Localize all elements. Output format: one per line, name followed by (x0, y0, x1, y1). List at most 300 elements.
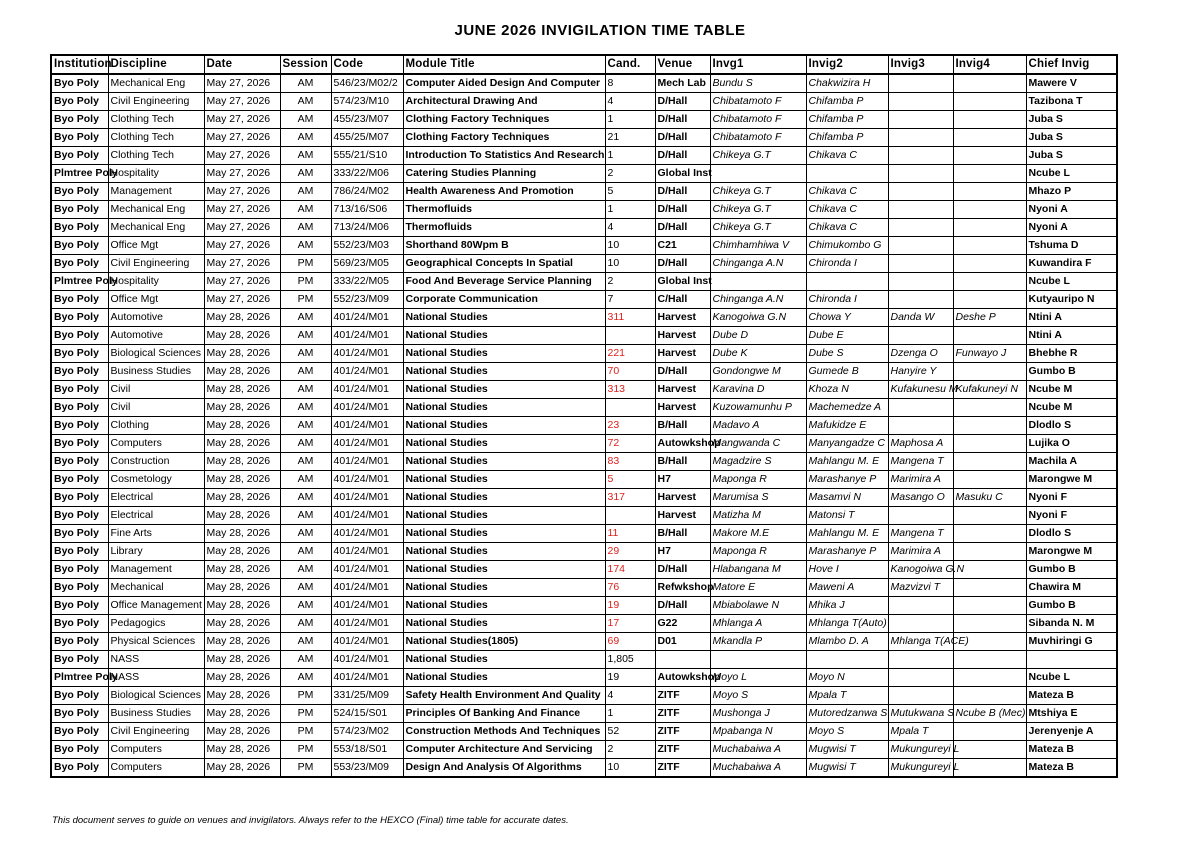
cell-invigilator-4 (953, 165, 1026, 183)
cell-date: May 28, 2026 (204, 327, 280, 345)
cell-session: PM (280, 759, 331, 778)
cell-invigilator-1: Dube K (710, 345, 806, 363)
table-row (51, 237, 1117, 255)
cell-discipline: Clothing Tech (108, 129, 204, 147)
cell-code: 401/24/M01 (331, 471, 403, 489)
cell-session: AM (280, 417, 331, 435)
cell-venue: D/Hall (655, 255, 710, 273)
cell-chief-invigilator: Muvhiringi G (1026, 633, 1117, 651)
cell-code: 333/22/M05 (331, 273, 403, 291)
cell-invigilator-3 (888, 597, 953, 615)
cell-discipline: NASS (108, 651, 204, 669)
cell-invigilator-2: Mhika J (806, 597, 888, 615)
cell-chief-invigilator: Jerenyenje A (1026, 723, 1117, 741)
cell-invigilator-4: Ncube B (Mec) (953, 705, 1026, 723)
table-row (51, 74, 1117, 93)
cell-invigilator-4 (953, 453, 1026, 471)
cell-invigilator-3 (888, 291, 953, 309)
table-body (51, 74, 1117, 777)
cell-candidates: 317 (605, 489, 655, 507)
cell-invigilator-3: Mutukwana S (888, 705, 953, 723)
cell-invigilator-3 (888, 687, 953, 705)
cell-discipline: Civil Engineering (108, 255, 204, 273)
cell-venue (655, 651, 710, 669)
cell-module-title: National Studies (403, 453, 605, 471)
table-row (51, 417, 1117, 435)
cell-session: AM (280, 561, 331, 579)
cell-institution: Byo Poly (51, 147, 108, 165)
cell-candidates: 1,805 (605, 651, 655, 669)
cell-invigilator-1: Mbiabolawe N (710, 597, 806, 615)
cell-module-title: Thermofluids (403, 201, 605, 219)
table-row (51, 147, 1117, 165)
cell-venue: B/Hall (655, 417, 710, 435)
cell-module-title: Construction Methods And Techniques (403, 723, 605, 741)
cell-invigilator-4 (953, 291, 1026, 309)
cell-discipline: Physical Sciences (108, 633, 204, 651)
cell-module-title: Architectural Drawing And (403, 93, 605, 111)
cell-date: May 27, 2026 (204, 165, 280, 183)
header-venue: Venue (655, 55, 710, 74)
header-chief-invigilator: Chief Invig (1026, 55, 1117, 74)
cell-candidates: 19 (605, 669, 655, 687)
cell-discipline: Civil Engineering (108, 723, 204, 741)
cell-institution: Plmtree Poly (51, 273, 108, 291)
cell-invigilator-3: Mazvizvi T (888, 579, 953, 597)
cell-venue: B/Hall (655, 453, 710, 471)
cell-invigilator-1: Dube D (710, 327, 806, 345)
cell-institution: Byo Poly (51, 399, 108, 417)
cell-chief-invigilator: Machila A (1026, 453, 1117, 471)
table-row (51, 615, 1117, 633)
cell-candidates: 17 (605, 615, 655, 633)
cell-session: AM (280, 147, 331, 165)
cell-chief-invigilator: Marongwe M (1026, 471, 1117, 489)
cell-invigilator-2: Masamvi N (806, 489, 888, 507)
cell-candidates: 1 (605, 201, 655, 219)
cell-venue: D/Hall (655, 129, 710, 147)
cell-invigilator-1: Maponga R (710, 471, 806, 489)
cell-venue: C21 (655, 237, 710, 255)
cell-venue: D/Hall (655, 147, 710, 165)
cell-code: 401/24/M01 (331, 615, 403, 633)
cell-chief-invigilator: Gumbo B (1026, 363, 1117, 381)
cell-invigilator-3: Mhlanga T(ACE) (888, 633, 953, 651)
cell-date: May 27, 2026 (204, 255, 280, 273)
cell-session: AM (280, 183, 331, 201)
cell-invigilator-2: Chifamba P (806, 111, 888, 129)
cell-invigilator-3 (888, 255, 953, 273)
cell-date: May 27, 2026 (204, 237, 280, 255)
cell-chief-invigilator: Tazibona T (1026, 93, 1117, 111)
table-row (51, 597, 1117, 615)
cell-invigilator-4: Masuku C (953, 489, 1026, 507)
cell-module-title: National Studies (403, 327, 605, 345)
cell-venue: Autowkshop (655, 669, 710, 687)
cell-module-title: National Studies (403, 561, 605, 579)
cell-module-title: National Studies (403, 507, 605, 525)
cell-code: 401/24/M01 (331, 489, 403, 507)
cell-date: May 27, 2026 (204, 129, 280, 147)
cell-date: May 28, 2026 (204, 435, 280, 453)
cell-code: 401/24/M01 (331, 453, 403, 471)
cell-module-title: Clothing Factory Techniques (403, 111, 605, 129)
cell-discipline: Computers (108, 759, 204, 778)
cell-venue: C/Hall (655, 291, 710, 309)
table-row (51, 345, 1117, 363)
cell-date: May 28, 2026 (204, 759, 280, 778)
cell-invigilator-3 (888, 201, 953, 219)
header-date: Date (204, 55, 280, 74)
table-row (51, 453, 1117, 471)
cell-module-title: Safety Health Environment And Quality (403, 687, 605, 705)
timetable-wrapper (50, 54, 1116, 778)
cell-discipline: Mechanical Eng (108, 74, 204, 93)
cell-invigilator-2: Machemedze A (806, 399, 888, 417)
cell-invigilator-1: Chikeya G.T (710, 201, 806, 219)
cell-date: May 28, 2026 (204, 507, 280, 525)
cell-module-title: Catering Studies Planning (403, 165, 605, 183)
cell-chief-invigilator: Mateza B (1026, 759, 1117, 778)
cell-invigilator-1 (710, 651, 806, 669)
cell-module-title: National Studies (403, 489, 605, 507)
cell-discipline: Construction (108, 453, 204, 471)
cell-venue: Refwkshop (655, 579, 710, 597)
cell-venue: H7 (655, 471, 710, 489)
cell-invigilator-2: Dube E (806, 327, 888, 345)
cell-chief-invigilator: Dlodlo S (1026, 525, 1117, 543)
cell-invigilator-4 (953, 471, 1026, 489)
cell-date: May 27, 2026 (204, 147, 280, 165)
cell-candidates: 5 (605, 471, 655, 489)
cell-invigilator-2: Chikava C (806, 183, 888, 201)
cell-discipline: Hospitality (108, 273, 204, 291)
cell-venue: Global Inst (655, 273, 710, 291)
cell-module-title: Geographical Concepts In Spatial (403, 255, 605, 273)
cell-session: AM (280, 525, 331, 543)
cell-module-title: Health Awareness And Promotion (403, 183, 605, 201)
cell-invigilator-3: Marimira A (888, 543, 953, 561)
header-discipline: Discipline (108, 55, 204, 74)
cell-invigilator-4 (953, 237, 1026, 255)
cell-session: AM (280, 129, 331, 147)
cell-code: 455/23/M07 (331, 111, 403, 129)
cell-invigilator-1: Matore E (710, 579, 806, 597)
cell-invigilator-3 (888, 111, 953, 129)
cell-chief-invigilator: Dlodlo S (1026, 417, 1117, 435)
cell-date: May 28, 2026 (204, 489, 280, 507)
cell-module-title: Computer Architecture And Servicing (403, 741, 605, 759)
cell-candidates: 29 (605, 543, 655, 561)
cell-date: May 28, 2026 (204, 525, 280, 543)
cell-module-title: Introduction To Statistics And Research (403, 147, 605, 165)
cell-invigilator-4 (953, 201, 1026, 219)
cell-institution: Plmtree Poly (51, 165, 108, 183)
cell-invigilator-3: Marimira A (888, 471, 953, 489)
table-row (51, 525, 1117, 543)
cell-venue: D/Hall (655, 183, 710, 201)
header-invigilator-2: Invig2 (806, 55, 888, 74)
cell-invigilator-2: Mugwisi T (806, 741, 888, 759)
cell-date: May 28, 2026 (204, 615, 280, 633)
cell-discipline: Automotive (108, 309, 204, 327)
header-invigilator-3: Invig3 (888, 55, 953, 74)
cell-chief-invigilator: Ncube L (1026, 273, 1117, 291)
cell-invigilator-1: Magadzire S (710, 453, 806, 471)
cell-invigilator-1: Chimhamhiwa V (710, 237, 806, 255)
cell-chief-invigilator (1026, 651, 1117, 669)
cell-session: AM (280, 345, 331, 363)
cell-code: 401/24/M01 (331, 363, 403, 381)
cell-invigilator-4 (953, 93, 1026, 111)
cell-invigilator-2: Mahlangu M. E (806, 453, 888, 471)
cell-candidates: 23 (605, 417, 655, 435)
cell-chief-invigilator: Kuwandira F (1026, 255, 1117, 273)
cell-institution: Byo Poly (51, 507, 108, 525)
cell-invigilator-2: Chironda I (806, 291, 888, 309)
cell-invigilator-1: Kanogoiwa G.N (710, 309, 806, 327)
page-title: JUNE 2026 INVIGILATION TIME TABLE (454, 22, 746, 39)
cell-invigilator-1: Marumisa S (710, 489, 806, 507)
cell-invigilator-2: Maweni A (806, 579, 888, 597)
cell-date: May 28, 2026 (204, 579, 280, 597)
cell-discipline: Office Mgt (108, 237, 204, 255)
cell-invigilator-3 (888, 219, 953, 237)
cell-session: PM (280, 705, 331, 723)
cell-date: May 27, 2026 (204, 111, 280, 129)
cell-chief-invigilator: Ncube L (1026, 669, 1117, 687)
cell-venue: D/Hall (655, 363, 710, 381)
cell-candidates: 8 (605, 74, 655, 93)
header-candidates: Cand. (605, 55, 655, 74)
cell-invigilator-2: Khoza N (806, 381, 888, 399)
cell-session: AM (280, 453, 331, 471)
cell-candidates: 52 (605, 723, 655, 741)
cell-code: 546/23/M02/2 (331, 74, 403, 93)
cell-module-title: Thermofluids (403, 219, 605, 237)
cell-invigilator-4 (953, 74, 1026, 93)
cell-session: AM (280, 327, 331, 345)
cell-code: 713/16/S06 (331, 201, 403, 219)
cell-date: May 27, 2026 (204, 219, 280, 237)
cell-invigilator-1: Mushonga J (710, 705, 806, 723)
cell-venue: ZITF (655, 759, 710, 778)
cell-invigilator-3: Mangena T (888, 453, 953, 471)
cell-institution: Byo Poly (51, 705, 108, 723)
cell-candidates: 83 (605, 453, 655, 471)
cell-session: AM (280, 309, 331, 327)
table-row (51, 255, 1117, 273)
cell-institution: Byo Poly (51, 525, 108, 543)
cell-code: 401/24/M01 (331, 435, 403, 453)
cell-candidates: 70 (605, 363, 655, 381)
cell-discipline: Hospitality (108, 165, 204, 183)
cell-institution: Byo Poly (51, 633, 108, 651)
table-row (51, 705, 1117, 723)
cell-venue: ZITF (655, 741, 710, 759)
cell-date: May 28, 2026 (204, 363, 280, 381)
cell-invigilator-2: Marashanye P (806, 543, 888, 561)
cell-institution: Byo Poly (51, 201, 108, 219)
cell-venue: Harvest (655, 345, 710, 363)
cell-discipline: Pedagogics (108, 615, 204, 633)
cell-institution: Byo Poly (51, 597, 108, 615)
cell-invigilator-2: Hove I (806, 561, 888, 579)
cell-invigilator-2 (806, 273, 888, 291)
cell-code: 552/23/M09 (331, 291, 403, 309)
cell-chief-invigilator: Bhebhe R (1026, 345, 1117, 363)
table-row (51, 651, 1117, 669)
cell-invigilator-4 (953, 651, 1026, 669)
cell-date: May 28, 2026 (204, 651, 280, 669)
cell-discipline: Clothing (108, 417, 204, 435)
cell-invigilator-4 (953, 273, 1026, 291)
cell-invigilator-4: Funwayo J (953, 345, 1026, 363)
cell-invigilator-4: Kufakuneyi N (953, 381, 1026, 399)
cell-invigilator-3: Mpala T (888, 723, 953, 741)
cell-institution: Byo Poly (51, 453, 108, 471)
cell-invigilator-1: Chikeya G.T (710, 183, 806, 201)
cell-chief-invigilator: Nyoni F (1026, 489, 1117, 507)
cell-institution: Byo Poly (51, 183, 108, 201)
cell-code: 786/24/M02 (331, 183, 403, 201)
cell-code: 401/24/M01 (331, 597, 403, 615)
cell-institution: Byo Poly (51, 579, 108, 597)
cell-session: AM (280, 201, 331, 219)
cell-invigilator-3 (888, 273, 953, 291)
cell-candidates: 221 (605, 345, 655, 363)
cell-date: May 28, 2026 (204, 705, 280, 723)
cell-session: AM (280, 74, 331, 93)
cell-code: 401/24/M01 (331, 651, 403, 669)
cell-invigilator-1 (710, 273, 806, 291)
cell-discipline: Electrical (108, 507, 204, 525)
cell-invigilator-2: Chikava C (806, 219, 888, 237)
cell-candidates: 5 (605, 183, 655, 201)
cell-code: 401/24/M01 (331, 543, 403, 561)
table-row (51, 489, 1117, 507)
cell-discipline: Biological Sciences (108, 687, 204, 705)
cell-invigilator-2: Marashanye P (806, 471, 888, 489)
cell-candidates: 76 (605, 579, 655, 597)
table-row (51, 741, 1117, 759)
cell-code: 401/24/M01 (331, 399, 403, 417)
cell-session: PM (280, 291, 331, 309)
cell-venue: Harvest (655, 381, 710, 399)
cell-invigilator-1: Mkandla P (710, 633, 806, 651)
cell-chief-invigilator: Juba S (1026, 129, 1117, 147)
cell-invigilator-1 (710, 165, 806, 183)
cell-venue: ZITF (655, 723, 710, 741)
cell-session: AM (280, 507, 331, 525)
cell-invigilator-1: Matizha M (710, 507, 806, 525)
cell-institution: Byo Poly (51, 93, 108, 111)
cell-module-title: National Studies (403, 417, 605, 435)
cell-module-title: Shorthand 80Wpm B (403, 237, 605, 255)
cell-chief-invigilator: Gumbo B (1026, 561, 1117, 579)
cell-session: AM (280, 93, 331, 111)
cell-session: AM (280, 543, 331, 561)
cell-code: 455/25/M07 (331, 129, 403, 147)
cell-candidates (605, 399, 655, 417)
cell-module-title: Clothing Factory Techniques (403, 129, 605, 147)
cell-invigilator-1: Moyo L (710, 669, 806, 687)
cell-code: 401/24/M01 (331, 669, 403, 687)
cell-invigilator-1: Makore M.E (710, 525, 806, 543)
cell-date: May 28, 2026 (204, 381, 280, 399)
cell-chief-invigilator: Mateza B (1026, 741, 1117, 759)
cell-invigilator-4 (953, 147, 1026, 165)
cell-invigilator-1: Chibatamoto F (710, 93, 806, 111)
cell-discipline: Business Studies (108, 705, 204, 723)
cell-code: 401/24/M01 (331, 633, 403, 651)
cell-invigilator-1: Gondongwe M (710, 363, 806, 381)
table-row (51, 471, 1117, 489)
cell-candidates: 1 (605, 147, 655, 165)
cell-module-title: National Studies (403, 471, 605, 489)
cell-module-title: Principles Of Banking And Finance (403, 705, 605, 723)
cell-venue: D/Hall (655, 201, 710, 219)
cell-discipline: Office Management (108, 597, 204, 615)
cell-chief-invigilator: Mateza B (1026, 687, 1117, 705)
table-row (51, 273, 1117, 291)
cell-invigilator-1: Chibatamoto F (710, 129, 806, 147)
cell-date: May 27, 2026 (204, 93, 280, 111)
table-row (51, 129, 1117, 147)
cell-module-title: National Studies (403, 669, 605, 687)
cell-module-title: Food And Beverage Service Planning (403, 273, 605, 291)
cell-invigilator-3: Danda W (888, 309, 953, 327)
cell-code: 569/23/M05 (331, 255, 403, 273)
table-row (51, 633, 1117, 651)
cell-module-title: National Studies (403, 399, 605, 417)
cell-date: May 28, 2026 (204, 633, 280, 651)
table-row (51, 579, 1117, 597)
cell-chief-invigilator: Mawere V (1026, 74, 1117, 93)
table-row (51, 327, 1117, 345)
cell-module-title: National Studies (403, 345, 605, 363)
cell-invigilator-4 (953, 111, 1026, 129)
cell-module-title: National Studies (403, 525, 605, 543)
table-row (51, 381, 1117, 399)
cell-candidates (605, 507, 655, 525)
cell-institution: Byo Poly (51, 687, 108, 705)
cell-discipline: Electrical (108, 489, 204, 507)
cell-candidates: 10 (605, 759, 655, 778)
table-row (51, 669, 1117, 687)
cell-invigilator-1: Moyo S (710, 687, 806, 705)
cell-invigilator-3 (888, 669, 953, 687)
cell-invigilator-2: Chironda I (806, 255, 888, 273)
cell-candidates: 19 (605, 597, 655, 615)
table-row (51, 507, 1117, 525)
cell-invigilator-4 (953, 543, 1026, 561)
cell-discipline: Civil (108, 399, 204, 417)
cell-session: AM (280, 363, 331, 381)
cell-chief-invigilator: Juba S (1026, 147, 1117, 165)
cell-invigilator-2: Mutoredzanwa S (806, 705, 888, 723)
cell-session: AM (280, 219, 331, 237)
cell-institution: Byo Poly (51, 417, 108, 435)
cell-discipline: Computers (108, 741, 204, 759)
cell-discipline: Cosmetology (108, 471, 204, 489)
cell-invigilator-1: Madavo A (710, 417, 806, 435)
cell-invigilator-2: Mafukidze E (806, 417, 888, 435)
cell-code: 552/23/M03 (331, 237, 403, 255)
cell-invigilator-4 (953, 255, 1026, 273)
cell-candidates: 10 (605, 237, 655, 255)
cell-module-title: National Studies (403, 597, 605, 615)
